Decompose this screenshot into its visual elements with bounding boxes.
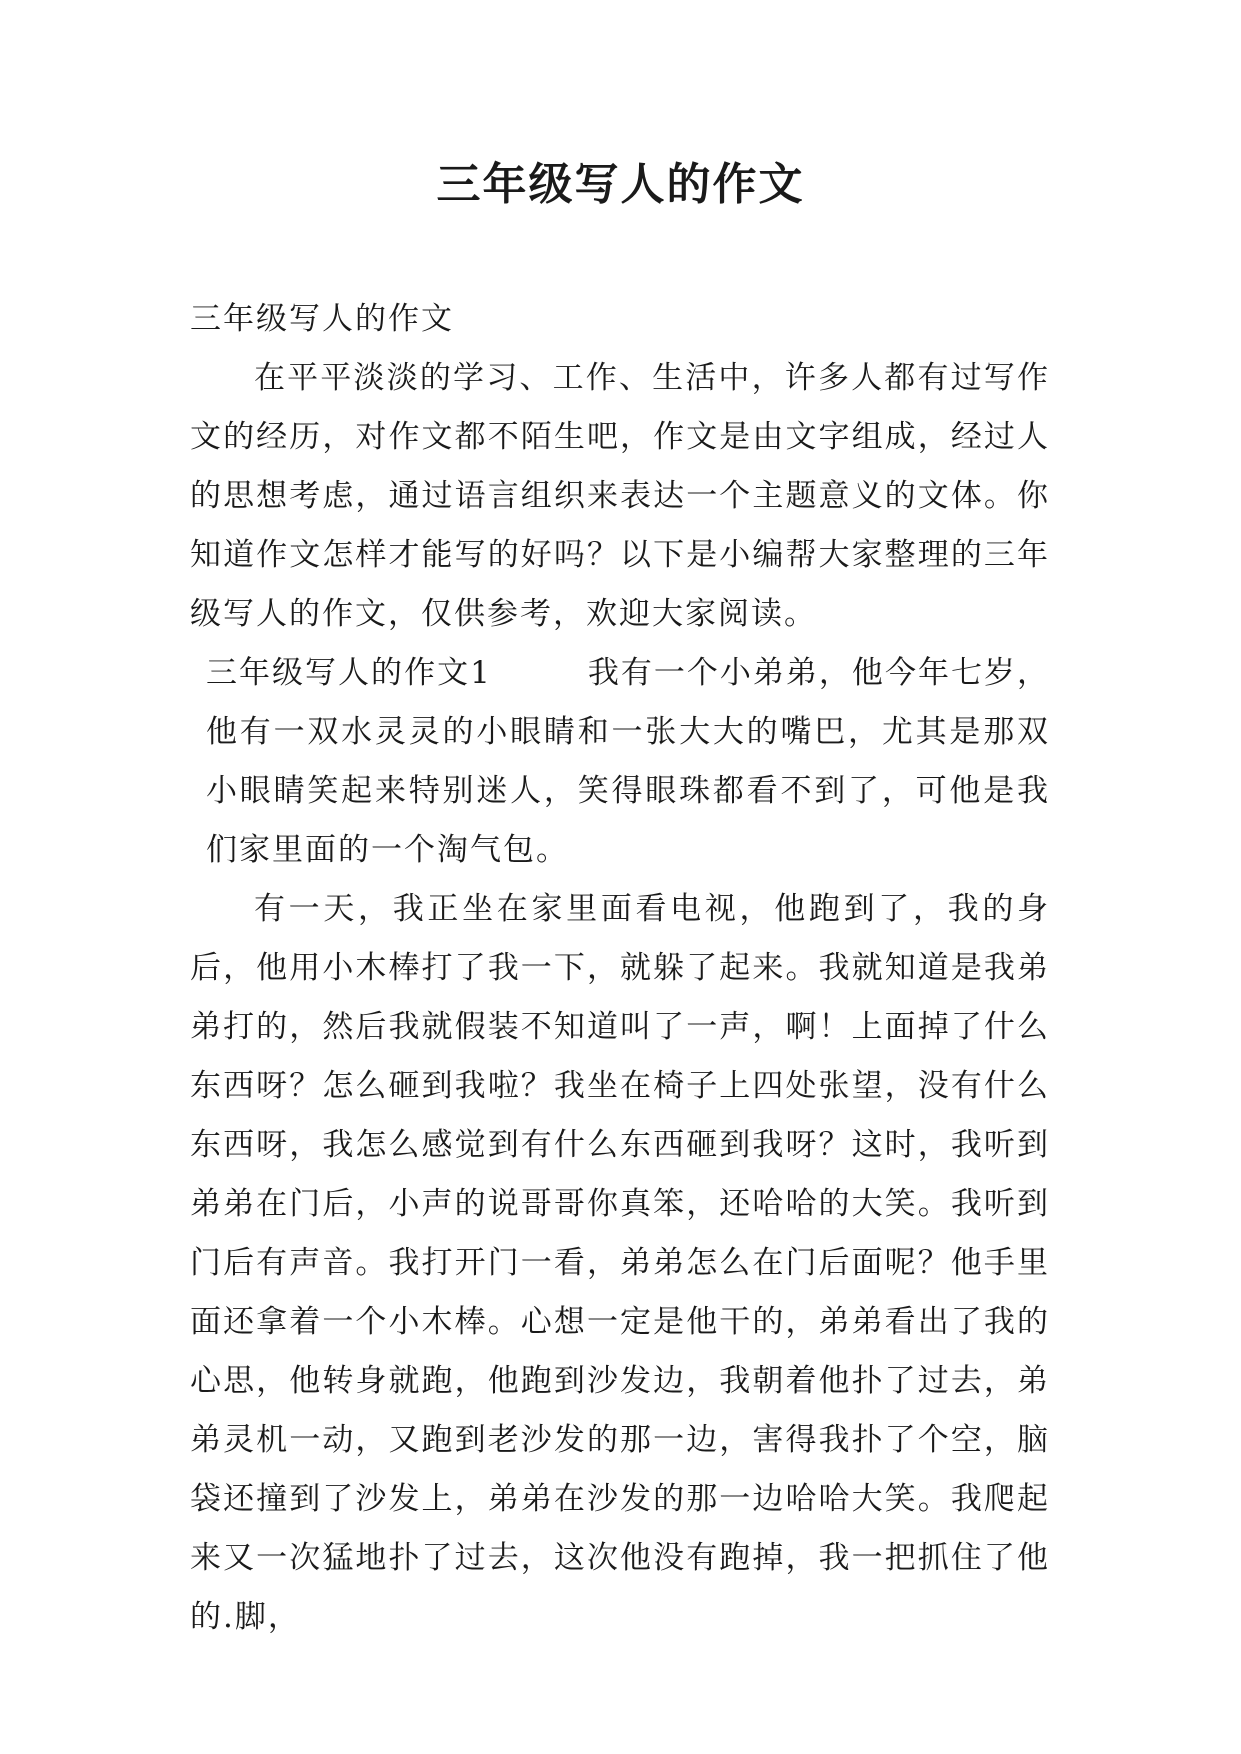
document-body <box>190 290 1050 1647</box>
intro-paragraph: 在平平淡淡的学习、工作、生活中，许多人都有过写作文的经历，对作文都不陌生吧，作文是由文字组成，经过人的思想考虑，通过语言组织来表达一个主题意义的文体。你知道作文怎样才能写的好吗？以下是小编帮大家整理的三年级写人的作文，仅供参考，欢迎大家阅读。 <box>190 360 1050 632</box>
section-1-first-paragraph-block <box>190 644 1050 880</box>
section-1-heading: 三年级写人的作文1 <box>206 655 492 691</box>
document-subheading: 三年级写人的作文 <box>190 301 454 337</box>
section-1-first-paragraph: 我有一个小弟弟，他今年七岁，他有一双水灵灵的小眼睛和一张大大的嘴巴，尤其是那双小眼睛笑起来特别迷人，笑得眼珠都看不到了，可他是我们家里面的一个淘气包。 <box>206 655 1050 868</box>
document-title: 三年级写人的作文 <box>436 159 805 210</box>
section-1-second-paragraph: 有一天，我正坐在家里面看电视，他跑到了，我的身后，他用小木棒打了我一下，就躲了起来。我就知道是我弟弟打的，然后我就假装不知道叫了一声，啊！上面掉了什么东西呀？怎么砸到我啦？我坐在椅子上四处张望，没有什么东西呀，我怎么感觉到有什么东西砸到我呀？这时，我听到弟弟在门后，小声的说哥哥你真笨，还哈哈的大笑。我听到门后有声音。我打开门一看，弟弟怎么在门后面呢？他手里面还拿着一个小木棒。心想一定是他干的，弟弟看出了我的心思，他转身就跑，他跑到沙发边，我朝着他扑了过去，弟弟灵机一动，又跑到老沙发的那一边，害得我扑了个空，脑袋还撞到了沙发上，弟弟在沙发的那一边哈哈大笑。我爬起来又一次猛地扑了过去，这次他没有跑掉，我一把抓住了他的.脚， <box>190 891 1050 1635</box>
